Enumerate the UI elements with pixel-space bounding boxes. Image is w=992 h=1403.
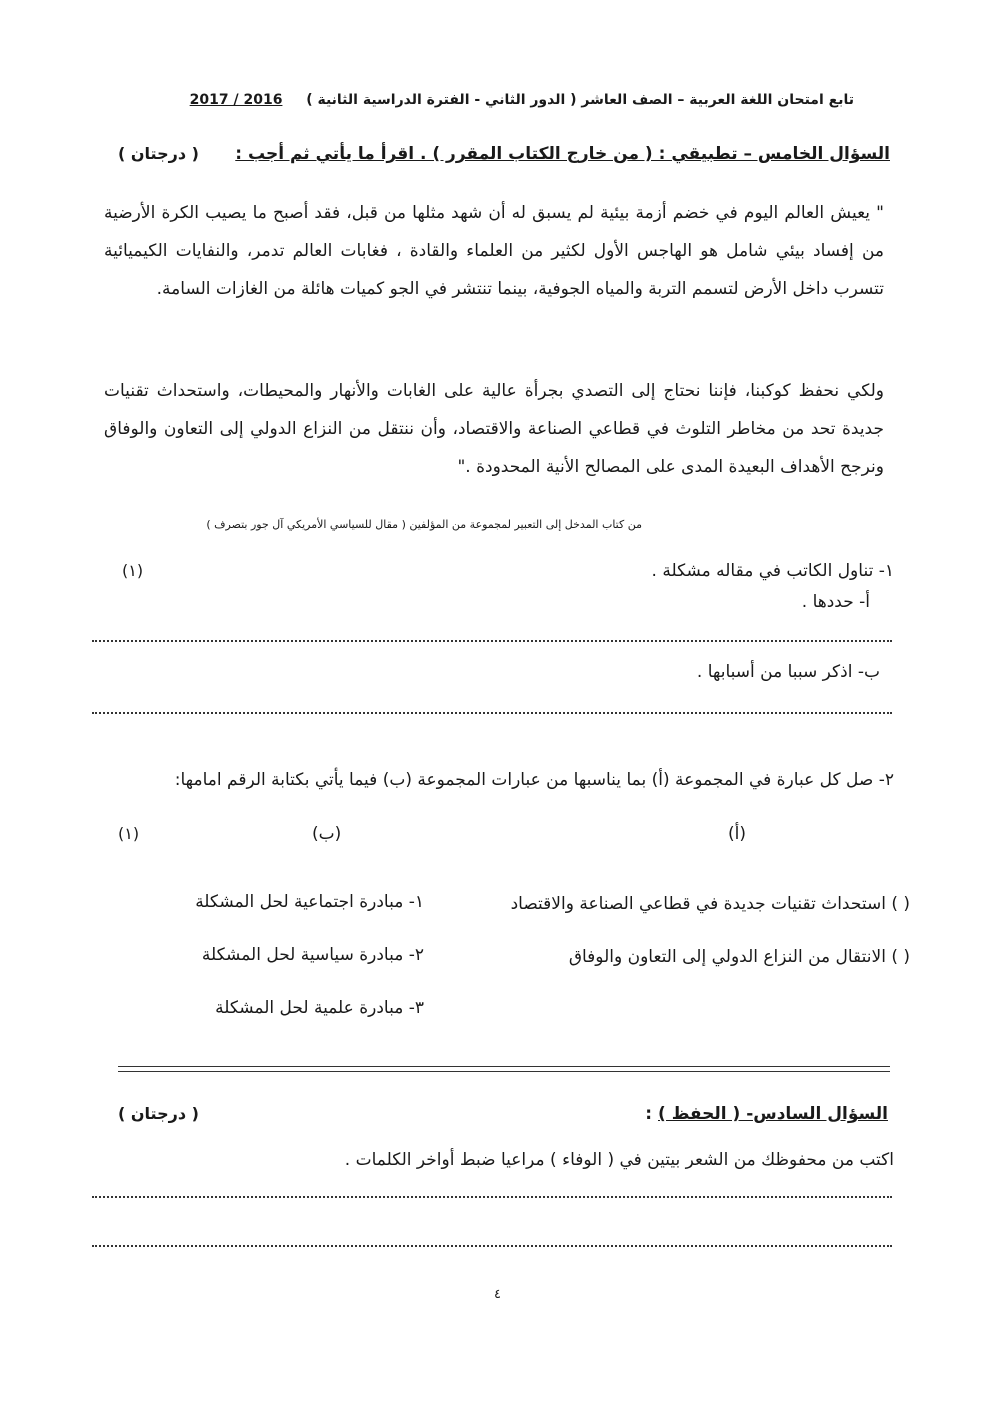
answer-line[interactable]: [92, 712, 892, 714]
q1-part-b: ب- اذكر سببا من أسبابها .: [696, 662, 880, 682]
section-divider: [118, 1066, 890, 1072]
q2-mark: (١): [118, 824, 140, 843]
q2-item-a-2[interactable]: ( ) الانتقال من النزاع الدولي إلى التعاون والوفاق: [568, 947, 910, 967]
q2-group-b-label: (ب): [312, 824, 342, 844]
answer-line[interactable]: [92, 1245, 892, 1247]
q6-instruction: اكتب من محفوظك من الشعر بيتين في ( الوفاء ) مراعيا ضبط أواخر الكلمات .: [344, 1150, 894, 1170]
page-number: ٤: [494, 1287, 501, 1302]
q2-item-b-1: ١- مبادرة اجتماعية لحل المشكلة: [195, 892, 424, 912]
q2-item-b-2: ٢- مبادرة سياسية لحل المشكلة: [201, 945, 424, 965]
answer-line[interactable]: [92, 1196, 892, 1198]
q1-text: ١- تناول الكاتب في مقاله مشكلة .: [651, 561, 894, 581]
q2-item-a-1[interactable]: ( ) استحداث تقنيات جديدة في قطاعي الصناعة والاقتصاد: [510, 894, 910, 914]
header-year: 2017 / 2016: [189, 92, 283, 108]
q6-heading-title: السؤال السادس- ( الحفظ ): [658, 1104, 888, 1124]
passage-source: من كتاب المدخل إلى التعبير لمجموعة من المؤلفين ( مقال للسياسي الأمريكي آل جور بتصرف ): [206, 518, 642, 531]
q2-item-b-3: ٣- مبادرة علمية لحل المشكلة: [215, 998, 424, 1018]
passage-paragraph-2: ولكي نحفظ كوكبنا، فإننا نحتاج إلى التصدي بجرأة عالية على الغابات والأنهار والمحيطات، واستحداث تقنيات جديدة تحد من مخاطر التلوث في قطاعي الصناعة والاقتصاد، وأن ننتقل من النزاع الدولي إلى التعاون والوفاق ونرجح الأهداف البعيدة المدى على المصالح الأنية المحدودة .": [104, 381, 884, 477]
q6-marks: ( درجتان ): [118, 1104, 199, 1123]
q6-heading-colon: :: [645, 1104, 653, 1124]
header-title: تابع امتحان اللغة العربية – الصف العاشر ( الدور الثاني - الفترة الدراسية الثانية ): [306, 92, 854, 108]
answer-line[interactable]: [92, 640, 892, 642]
q1-part-a: أ- حددها .: [801, 592, 870, 612]
q2-text: ٢- صل كل عبارة في المجموعة (أ) بما يناسبها من عبارات المجموعة (ب) فيما يأتي بكتابة الرقم امامها:: [174, 770, 894, 790]
q5-heading: السؤال الخامس – تطبيقي : ( من خارج الكتاب المقرر ) . اقرأ ما يأتي ثم أجب :: [235, 144, 890, 164]
q5-marks: ( درجتان ): [118, 144, 199, 163]
passage-paragraph-1: " يعيش العالم اليوم في خضم أزمة بيئية لم يسبق له أن شهد مثلها من قبل، فقد أصبح ما يصيب الكرة الأرضية من إفساد بيئي شامل هو الهاجس الأول لكثير من العلماء والقادة ، فغابات العالم تدمر، والنفايات الكيميائية تتسرب داخل الأرض لتسمم التربة والمياه الجوفية، بينما تنتشر في الجو كميات هائلة من الغازات السامة.: [104, 203, 884, 299]
q1-mark: (١): [122, 561, 144, 580]
q6-heading: [645, 1104, 888, 1124]
q2-group-a-label: (أ): [728, 824, 747, 844]
exam-header: [190, 92, 854, 108]
